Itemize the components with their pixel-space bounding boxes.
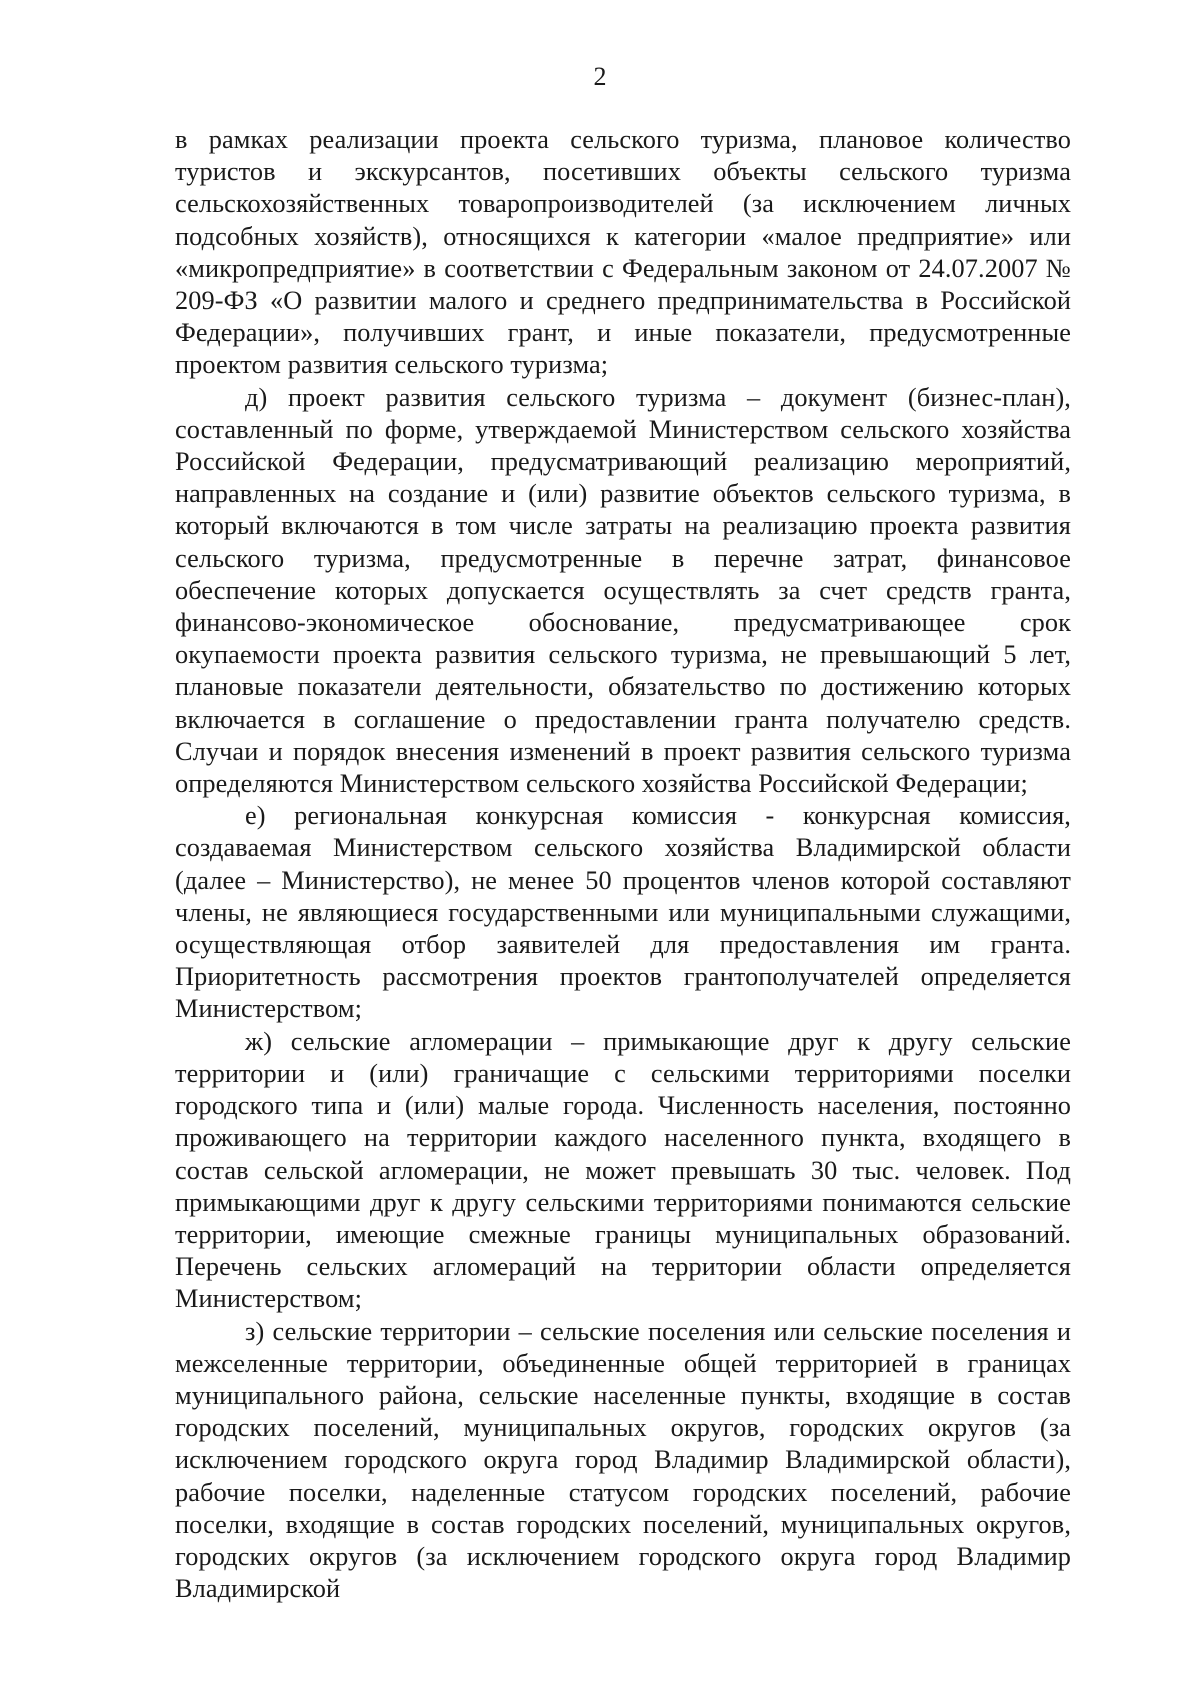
- paragraph-zh-rural-agglomerations: ж) сельские агломерации – примыкающие друг к другу сельские территории и (или) граничащие с сельскими территориями поселки городского типа и (или) малые города. Численность населения, постоянно проживающего на территории каждого населенного пункта, входящего в состав сельской агломерации, не может превышать 30 тыс. человек. Под примыкающими друг к другу сельскими территориями понимаются сельские территории, имеющие смежные границы муниципальных образований. Перечень сельских агломераций на территории области определяется Министерством;: [175, 1026, 1071, 1314]
- paragraph-tourism-indicators: в рамках реализации проекта сельского туризма, плановое количество туристов и экскурсантов, посетивших объекты сельского туризма сельскохозяйственных товаропроизводителей (за исключением личных подсобных хозяйств), относящихся к категории «малое предприятие» или «микропредприятие» в соответствии с Федеральным законом от 24.07.2007 № 209-ФЗ «О развитии малого и среднего предпринимательства в Российской Федерации», получивших грант, и иные показатели, предусмотренные проектом развития сельского туризма;: [175, 125, 1071, 380]
- paragraph-z-rural-territories: з) сельские территории – сельские поселения или сельские поселения и межселенные территории, объединенные общей территорией в границах муниципального района, сельские населенные пункты, входящие в состав городских поселений, муниципальных округов, городских округов (за исключением городского округа город Владимир Владимирской области), рабочие поселки, наделенные статусом городских поселений, рабочие поселки, входящие в состав городских поселений, муниципальных округов, городских округов (за исключением городского округа город Владимир Владимирской: [175, 1316, 1071, 1604]
- page-number: 2: [593, 62, 607, 91]
- document-body: [175, 124, 1071, 1605]
- paragraph-d-tourism-project: д) проект развития сельского туризма – документ (бизнес-план), составленный по форме, утверждаемой Министерством сельского хозяйства Российской Федерации, предусматривающий реализацию мероприятий, направленных на создание и (или) развитие объектов сельского туризма, в который включаются в том числе затраты на реализацию проекта развития сельского туризма, предусмотренные в перечне затрат, финансовое обеспечение которых допускается осуществлять за счет средств гранта, финансово-экономическое обоснование, предусматривающее срок окупаемости проекта развития сельского туризма, не превышающий 5 лет, плановые показатели деятельности, обязательство по достижению которых включается в соглашение о предоставлении гранта получателю средств. Случаи и порядок внесения изменений в проект развития сельского туризма определяются Министерством сельского хозяйства Российской Федерации;: [175, 382, 1071, 799]
- paragraph-e-competition-commission: е) региональная конкурсная комиссия - конкурсная комиссия, создаваемая Министерством сельского хозяйства Владимирской области (далее – Министерство), не менее 50 процентов членов которой составляют члены, не являющиеся государственными или муниципальными служащими, осуществляющая отбор заявителей для предоставления им гранта. Приоритетность рассмотрения проектов грантополучателей определяется Министерством;: [175, 801, 1071, 1024]
